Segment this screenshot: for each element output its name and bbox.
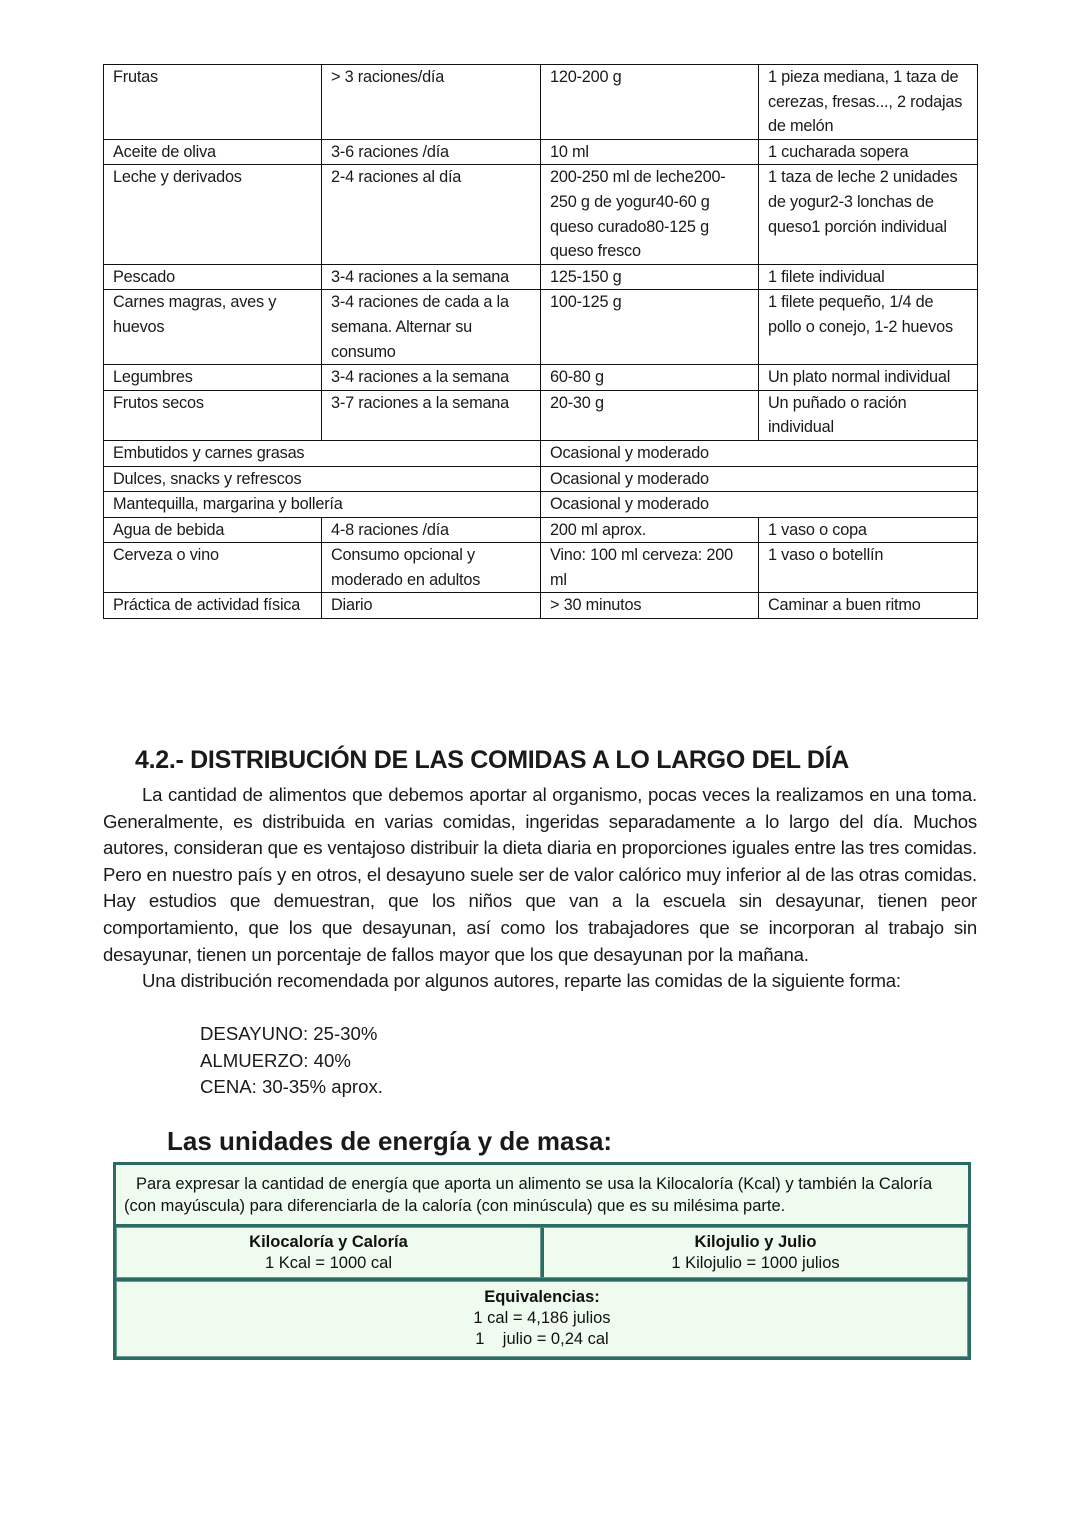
kcal-value: 1 Kcal = 1000 cal [264, 1254, 393, 1272]
cell-food: Agua de bebida [104, 517, 322, 543]
table-row [104, 290, 978, 365]
cell-measure: Un plato normal individual [759, 365, 978, 391]
table-row [104, 492, 978, 518]
section-body [103, 782, 977, 995]
paragraph-distribution-intro: La cantidad de alimentos que debemos aportar al organismo, pocas veces la realizamos en una toma. Generalmente, es distribuida en varias comidas, ingeridas separadamente a lo largo del día. Muchos autores, consideran que es ventajoso distribuir la dieta diaria en proporciones iguales entre las tres comidas. Pero en nuestro país y en otros, el desayuno suele ser de valor calórico muy inferior al de las otras comidas. Hay estudios que demuestran, que los niños que van a la escuela sin desayunar, tienen peor comportamiento, que los que desayunan, así como los trabajadores que se incorporan al trabajo sin desayunar, tienen un porcentaje de fallos mayor que los que desayunan por la mañana. [103, 784, 977, 965]
list-item-almuerzo: ALMUERZO: 40% [200, 1049, 351, 1071]
cell-measure: Caminar a buen ritmo [759, 593, 978, 619]
cell-weight: 10 ml [541, 139, 759, 165]
cell-food: Pescado [104, 264, 322, 290]
kj-cell [541, 1227, 968, 1278]
cell-food: Práctica de actividad física [104, 593, 322, 619]
food-rations-table [103, 64, 978, 619]
cell-weight: 100-125 g [541, 290, 759, 365]
cell-food: Cerveza o vino [104, 543, 322, 593]
cell-frequency: 3-6 raciones /día [322, 139, 541, 165]
cell-weight: 120-200 g [541, 65, 759, 140]
table-row [104, 390, 978, 440]
kcal-title: Kilocaloría y Caloría [249, 1233, 408, 1251]
table-row [104, 517, 978, 543]
cell-weight: Vino: 100 ml cerveza: 200 ml [541, 543, 759, 593]
cell-measure: 1 filete pequeño, 1/4 de pollo o conejo, 1-2 huevos [759, 290, 978, 365]
cell-frequency: Consumo opcional y moderado en adultos [322, 543, 541, 593]
cell-measure: 1 cucharada sopera [759, 139, 978, 165]
table-row [104, 65, 978, 140]
cell-weight: 125-150 g [541, 264, 759, 290]
cell-weight: 200 ml aprox. [541, 517, 759, 543]
kj-title: Kilojulio y Julio [694, 1233, 817, 1251]
units-row [116, 1227, 968, 1281]
cell-frequency: 4-8 raciones /día [322, 517, 541, 543]
equivalences-cell [116, 1281, 968, 1357]
table-row [104, 165, 978, 264]
cell-recommendation: Ocasional y moderado [541, 440, 978, 466]
cell-measure: 1 pieza mediana, 1 taza de cerezas, fresas..., 2 rodajas de melón [759, 65, 978, 140]
cell-frequency: 3-4 raciones a la semana [322, 264, 541, 290]
table-row [104, 466, 978, 492]
units-title: Las unidades de energía y de masa: [167, 1126, 613, 1156]
cell-frequency: 3-7 raciones a la semana [322, 390, 541, 440]
table-row [104, 593, 978, 619]
cell-food: Frutos secos [104, 390, 322, 440]
cell-recommendation: Ocasional y moderado [541, 466, 978, 492]
table-row [104, 543, 978, 593]
cell-food: Carnes magras, aves y huevos [104, 290, 322, 365]
meal-distribution-list [200, 1021, 383, 1101]
cell-measure: 1 vaso o botellín [759, 543, 978, 593]
cell-food: Dulces, snacks y refrescos [104, 466, 541, 492]
cell-measure: Un puñado o ración individual [759, 390, 978, 440]
cell-food: Legumbres [104, 365, 322, 391]
units-intro-text: Para expresar la cantidad de energía que aporta un alimento se usa la Kilocaloría (Kcal) y también la Caloría (con mayúscula) para diferenciarla de la caloría (con minúscula) que es su milésima parte. [124, 1175, 933, 1215]
equivalence-julio: 1 julio = 0,24 cal [475, 1330, 609, 1348]
cell-measure: 1 vaso o copa [759, 517, 978, 543]
energy-units-box [113, 1162, 971, 1360]
cell-frequency: 2-4 raciones al día [322, 165, 541, 264]
cell-food: Leche y derivados [104, 165, 322, 264]
section-title: 4.2.- DISTRIBUCIÓN DE LAS COMIDAS A LO LARGO DEL DÍA [135, 746, 850, 774]
cell-weight: > 30 minutos [541, 593, 759, 619]
cell-food: Aceite de oliva [104, 139, 322, 165]
list-item-cena: CENA: 30-35% aprox. [200, 1076, 383, 1098]
cell-frequency: Diario [322, 593, 541, 619]
paragraph-recommended: Una distribución recomendada por algunos autores, reparte las comidas de la siguiente forma: [142, 970, 901, 992]
cell-food: Embutidos y carnes grasas [104, 440, 541, 466]
table-row [104, 264, 978, 290]
cell-frequency: 3-4 raciones a la semana [322, 365, 541, 391]
table-row [104, 365, 978, 391]
cell-frequency: 3-4 raciones de cada a la semana. Alternar su consumo [322, 290, 541, 365]
cell-frequency: > 3 raciones/día [322, 65, 541, 140]
kj-value: 1 Kilojulio = 1000 julios [671, 1254, 840, 1272]
cell-food: Frutas [104, 65, 322, 140]
cell-measure: 1 taza de leche 2 unidades de yogur2-3 lonchas de queso1 porción individual [759, 165, 978, 264]
kcal-cell [116, 1227, 541, 1278]
cell-recommendation: Ocasional y moderado [541, 492, 978, 518]
cell-weight: 200-250 ml de leche200-250 g de yogur40-60 g queso curado80-125 g queso fresco [541, 165, 759, 264]
equivalences-title: Equivalencias: [484, 1288, 600, 1306]
list-item-desayuno: DESAYUNO: 25-30% [200, 1023, 378, 1044]
units-intro [116, 1165, 968, 1227]
cell-measure: 1 filete individual [759, 264, 978, 290]
cell-weight: 20-30 g [541, 390, 759, 440]
cell-weight: 60-80 g [541, 365, 759, 391]
table-row [104, 139, 978, 165]
equivalence-cal: 1 cal = 4,186 julios [473, 1309, 611, 1327]
table-row [104, 440, 978, 466]
cell-food: Mantequilla, margarina y bollería [104, 492, 541, 518]
